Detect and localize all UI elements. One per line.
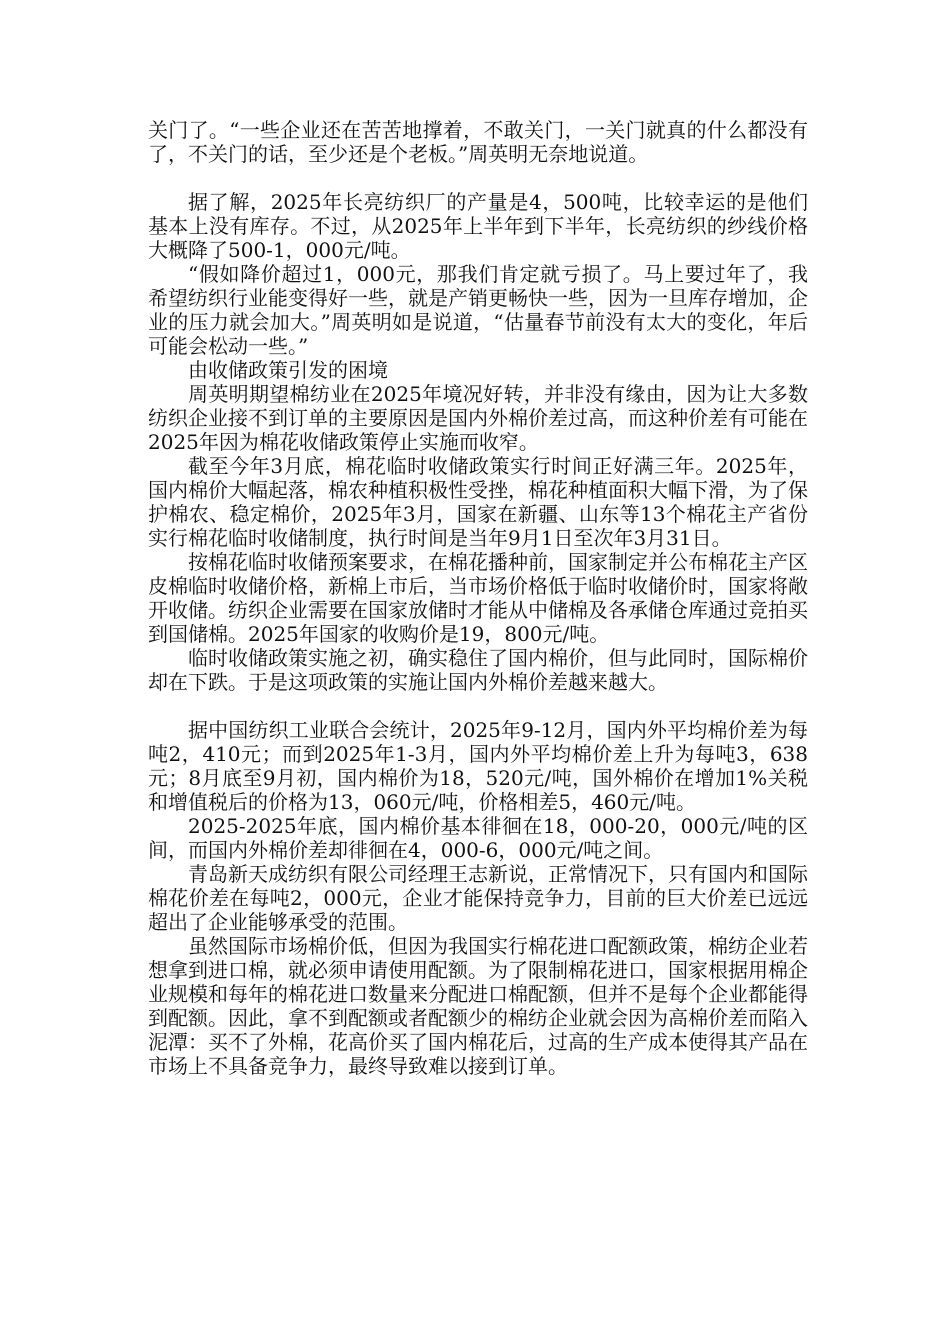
paragraph-import-quota: 虽然国际市场棉价低，但因为我国实行棉花进口配额政策，棉纺企业若想拿到进口棉，就必须申请使用配额。为了限制棉花进口，国家根据用棉企业规模和每年的棉花进口数量来分配进口棉配额，但并不是每个企业都能得到配额。因此，拿不到配额或者配额少的棉纺企业就会因为高棉价差而陷入泥潭：买不了外棉，花高价买了国内棉花后，过高的生产成本使得其产品在市场上不具备竞争力，最终导致难以接到订单。 bbox=[148, 934, 808, 1078]
section-heading: 由收储政策引发的困境 bbox=[188, 358, 388, 382]
document-page bbox=[148, 118, 808, 1078]
paragraph-manager-quote: 青岛新天成纺织有限公司经理王志新说，正常情况下，只有国内和国际棉花价差在每吨2，000元，企业才能保持竞争力，目前的巨大价差已远远超出了企业能够承受的范围。 bbox=[148, 862, 808, 934]
paragraph-statistics: 据中国纺织工业联合会统计，2025年9-12月，国内外平均棉价差为每吨2，410元；而到2025年1-3月，国内外平均棉价差上升为每吨3，638元；8月底至9月初，国内棉价为18，520元/吨，国外棉价在增加1%关税和增值税后的价格为13，060元/吨，价格相差5，460元/吨。 bbox=[148, 718, 808, 814]
paragraph-policy-effect: 临时收储政策实施之初，确实稳住了国内棉价，但与此同时，国际棉价却在下跌。于是这项政策的实施让国内外棉价差越来越大。 bbox=[148, 646, 808, 694]
paragraph-production: 据了解，2025年长亮纺织厂的产量是4，500吨，比较幸运的是他们基本上没有库存。不过，从2025年上半年到下半年，长亮纺织的纱线价格大概降了500-1，000元/吨。 bbox=[148, 190, 808, 262]
paragraph-continued: 关门了。“一些企业还在苦苦地撑着，不敢关门，一关门就真的什么都没有了，不关门的话，至少还是个老板。”周英明无奈地说道。 bbox=[148, 118, 808, 166]
paragraph-policy-rules: 按棉花临时收储预案要求，在棉花播种前，国家制定并公布棉花主产区皮棉临时收储价格，新棉上市后，当市场价格低于临时收储价时，国家将敞开收储。纺织企业需要在国家放储时才能从中储棉及各承储仓库通过竞拍买到国储棉。2025年国家的收购价是19，800元/吨。 bbox=[148, 550, 808, 646]
paragraph-price-range: 2025-2025年底，国内棉价基本徘徊在18，000-20，000元/吨的区间，而国内外棉价差却徘徊在4，000-6，000元/吨之间。 bbox=[148, 814, 808, 862]
paragraph-quote: “假如降价超过1，000元，那我们肯定就亏损了。马上要过年了，我希望纺织行业能变得好一些，就是产销更畅快一些，因为一旦库存增加，企业的压力就会加大。”周英明如是说道，“估量春节前没有太大的变化，年后可能会松动一些。” bbox=[148, 262, 808, 358]
paragraph-policy-history: 截至今年3月底，棉花临时收储政策实行时间正好满三年。2025年，国内棉价大幅起落，棉农种植积极性受挫，棉花种植面积大幅下滑，为了保护棉农、稳定棉价，2025年3月，国家在新疆、山东等13个棉花主产省份实行棉花临时收储制度，执行时间是当年9月1日至次年3月31日。 bbox=[148, 454, 808, 550]
paragraph-expectation: 周英明期望棉纺业在2025年境况好转，并非没有缘由，因为让大多数纺织企业接不到订单的主要原因是国内外棉价差过高，而这种价差有可能在2025年因为棉花收储政策停止实施而收窄。 bbox=[148, 382, 808, 454]
